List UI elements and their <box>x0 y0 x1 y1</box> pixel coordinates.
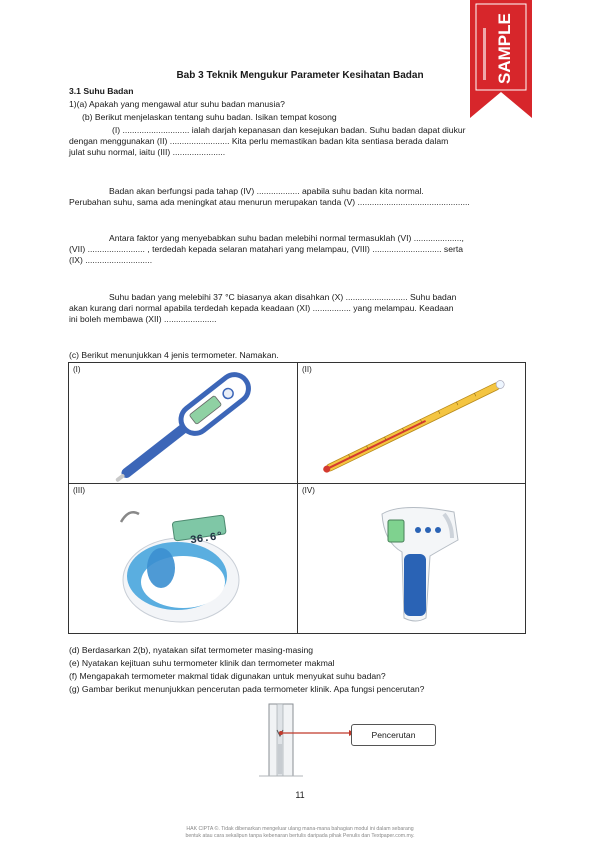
cell-glass-thermometer <box>298 363 527 483</box>
constriction-callout: Pencerutan <box>351 724 436 746</box>
cell-label: (IV) <box>302 486 315 495</box>
question-1e: (e) Nyatakan kejituan suhu termometer klinik dan termometer makmal <box>69 658 335 668</box>
paragraph-line: Antara faktor yang menyebabkan suhu badan melebihi normal termasuklah (VI) ...................., <box>109 233 464 243</box>
paragraph-4 <box>69 292 531 325</box>
footer-line: HAK CIPTA ©. Tidak dibenarkan mengeluar ulang mana-mana bahagian modul ini dalam sebarang <box>186 826 414 832</box>
footer-line: bentuk atau cara sekalipun tanpa kebenaran bertulis daripada pihak Penulis dan Textpaper.com.my. <box>185 833 415 839</box>
infrared-thermometer-image <box>298 484 527 634</box>
page-number: 11 <box>295 790 305 800</box>
paragraph-line: ini boleh membawa (XII) ...................... <box>69 314 217 324</box>
sample-label: SAMPLE <box>495 13 514 84</box>
glass-thermometer-image <box>298 363 527 483</box>
section-heading: 3.1 Suhu Badan <box>69 86 134 96</box>
thermometer-grid <box>68 362 526 634</box>
cell-label: (II) <box>302 365 312 374</box>
constriction-diagram <box>255 700 365 780</box>
cell-label: (I) <box>73 365 81 374</box>
cell-ear-thermometer <box>69 484 297 634</box>
paragraph-2 <box>69 186 531 208</box>
cell-infrared-thermometer <box>298 484 527 634</box>
paragraph-line: dengan menggunakan (II) ......................... Kita perlu memastikan badan kita sentiasa berada dalam <box>69 136 449 146</box>
cell-label: (III) <box>73 486 85 495</box>
digital-thermometer-image <box>69 363 297 483</box>
chapter-title: Bab 3 Teknik Mengukur Parameter Kesihatan Badan <box>176 70 424 81</box>
paragraph-line: (I) ............................ ialah darjah kepanasan dan kesejukan badan. Suhu badan dapat diukur <box>112 125 466 135</box>
ear-thermometer-display: 36.6° <box>189 530 224 548</box>
question-1a: 1)(a) Apakah yang mengawal atur suhu badan manusia? <box>69 99 285 109</box>
cell-digital-thermometer <box>69 363 297 483</box>
paragraph-line: Suhu badan yang melebihi 37 °C biasanya akan disahkan (X) .......................... Suhu badan <box>109 292 457 302</box>
copyright-footer <box>0 826 600 840</box>
question-1b: (b) Berikut menjelaskan tentang suhu badan. Isikan tempat kosong <box>82 112 337 122</box>
question-1f: (f) Mengapakah termometer makmal tidak digunakan untuk menyukat suhu badan? <box>69 671 386 681</box>
sample-banner <box>470 0 532 118</box>
paragraph-line: Perubahan suhu, sama ada meningkat atau menurun merupakan tanda (V) ............................................... <box>69 197 470 207</box>
paragraph-line: Badan akan berfungsi pada tahap (IV) .................. apabila suhu badan kita normal. <box>109 186 424 196</box>
question-1d: (d) Berdasarkan 2(b), nyatakan sifat termometer masing-masing <box>69 645 314 655</box>
ear-thermometer-image <box>69 484 297 634</box>
question-1c: (c) Berikut menunjukkan 4 jenis termometer. Namakan. <box>69 350 279 360</box>
paragraph-1 <box>69 125 531 158</box>
paragraph-line: akan kurang dari normal apabila terdedah kepada keadaan (XI) ................ yang melampau. Keadaan <box>69 303 454 313</box>
question-1g: (g) Gambar berikut menunjukkan pencerutan pada termometer klinik. Apa fungsi pencerutan? <box>69 684 425 694</box>
paragraph-3 <box>69 233 531 266</box>
paragraph-line: julat suhu normal, iaitu (III) ...................... <box>69 147 226 157</box>
paragraph-line: (VII) ........................ , terdedah kepada selaran matahari yang melampau, (VIII) ............................. serta <box>69 244 464 254</box>
paragraph-line: (IX) ............................ <box>69 255 153 265</box>
